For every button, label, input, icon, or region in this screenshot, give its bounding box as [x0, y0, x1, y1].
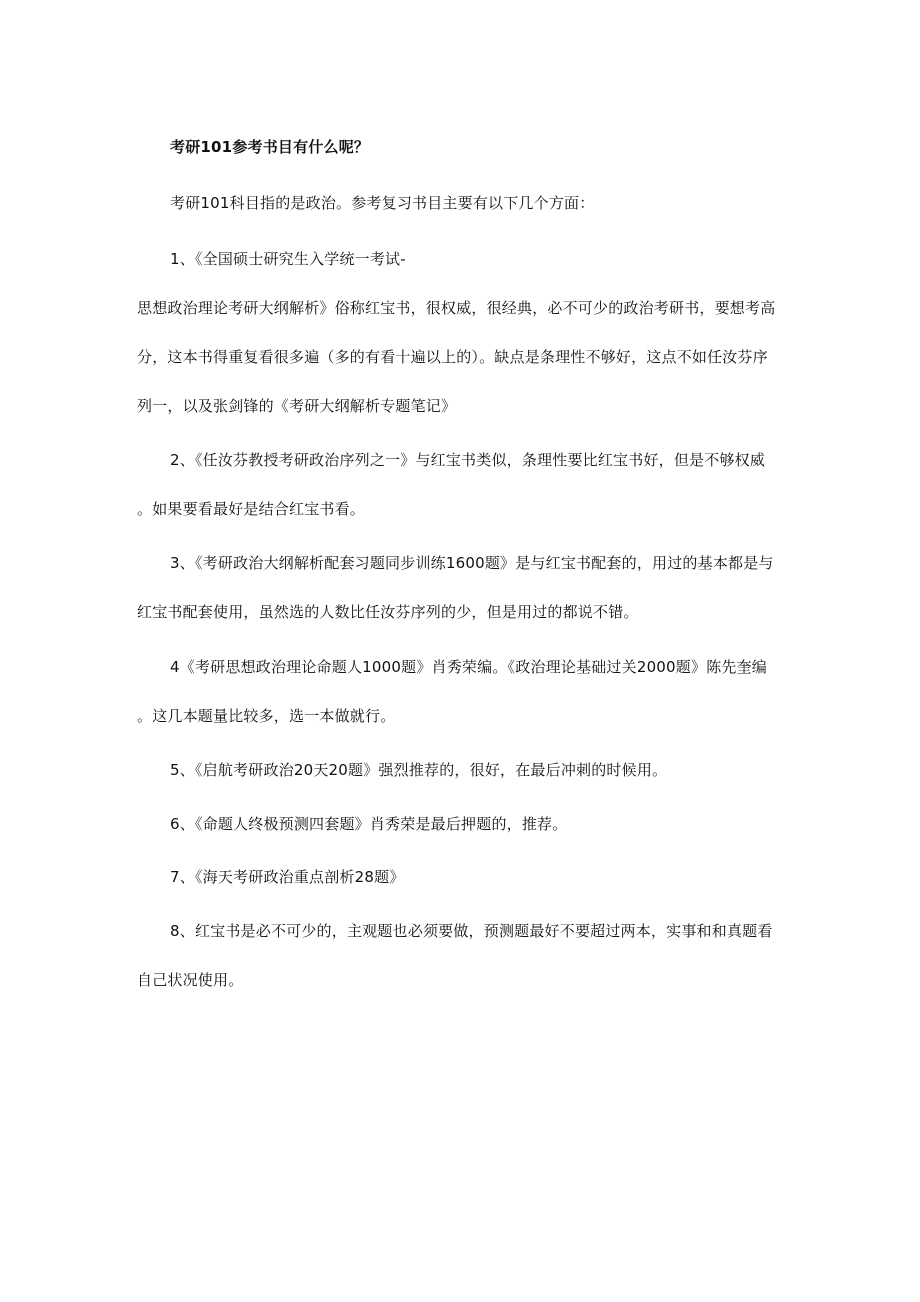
item-3-line-2: 红宝书配套使用，虽然选的人数比任汝芬序列的少，但是用过的都说不错。 — [137, 603, 639, 621]
intro-paragraph: 考研101科目指的是政治。参考复习书目主要有以下几个方面： — [170, 194, 595, 212]
item-6: 6、《命题人终极预测四套题》肖秀荣是最后押题的，推荐。 — [170, 815, 568, 833]
item-1-line-3: 分，这本书得重复看很多遍（多的有看十遍以上的）。缺点是条理性不够好，这点不如任汝芬序 — [137, 348, 768, 366]
item-1-line-1: 1、《全国硕士研究生入学统一考试- — [170, 250, 406, 268]
item-7: 7、《海天考研政治重点剖析28题》 — [170, 868, 405, 886]
item-2-line-1: 2、《任汝芬教授考研政治序列之一》与红宝书类似，条理性要比红宝书好，但是不够权威 — [170, 451, 766, 469]
item-4-line-2: 。这几本题量比较多，选一本做就行。 — [137, 707, 396, 725]
item-3-line-1: 3、《考研政治大纲解析配套习题同步训练1600题》是与红宝书配套的，用过的基本都是与 — [170, 554, 774, 572]
item-1-line-4: 列一，以及张剑锋的《考研大纲解析专题笔记》 — [137, 397, 457, 415]
item-1-line-2: 思想政治理论考研大纲解析》俗称红宝书，很权威，很经典，必不可少的政治考研书，要想考高 — [137, 299, 776, 317]
item-8-line-1: 8、红宝书是必不可少的，主观题也必须要做，预测题最好不要超过两本，实事和和真题看 — [170, 922, 773, 940]
page-title: 考研101参考书目有什么呢？ — [170, 138, 370, 156]
item-8-line-2: 自己状况使用。 — [137, 971, 244, 989]
item-5: 5、《启航考研政治20天20题》强烈推荐的，很好，在最后冲刺的时候用。 — [170, 761, 668, 779]
item-2-line-2: 。如果要看最好是结合红宝书看。 — [137, 500, 366, 518]
item-4-line-1: 4《考研思想政治理论命题人1000题》肖秀荣编。《政治理论基础过关2000题》陈先奎编 — [170, 658, 767, 676]
